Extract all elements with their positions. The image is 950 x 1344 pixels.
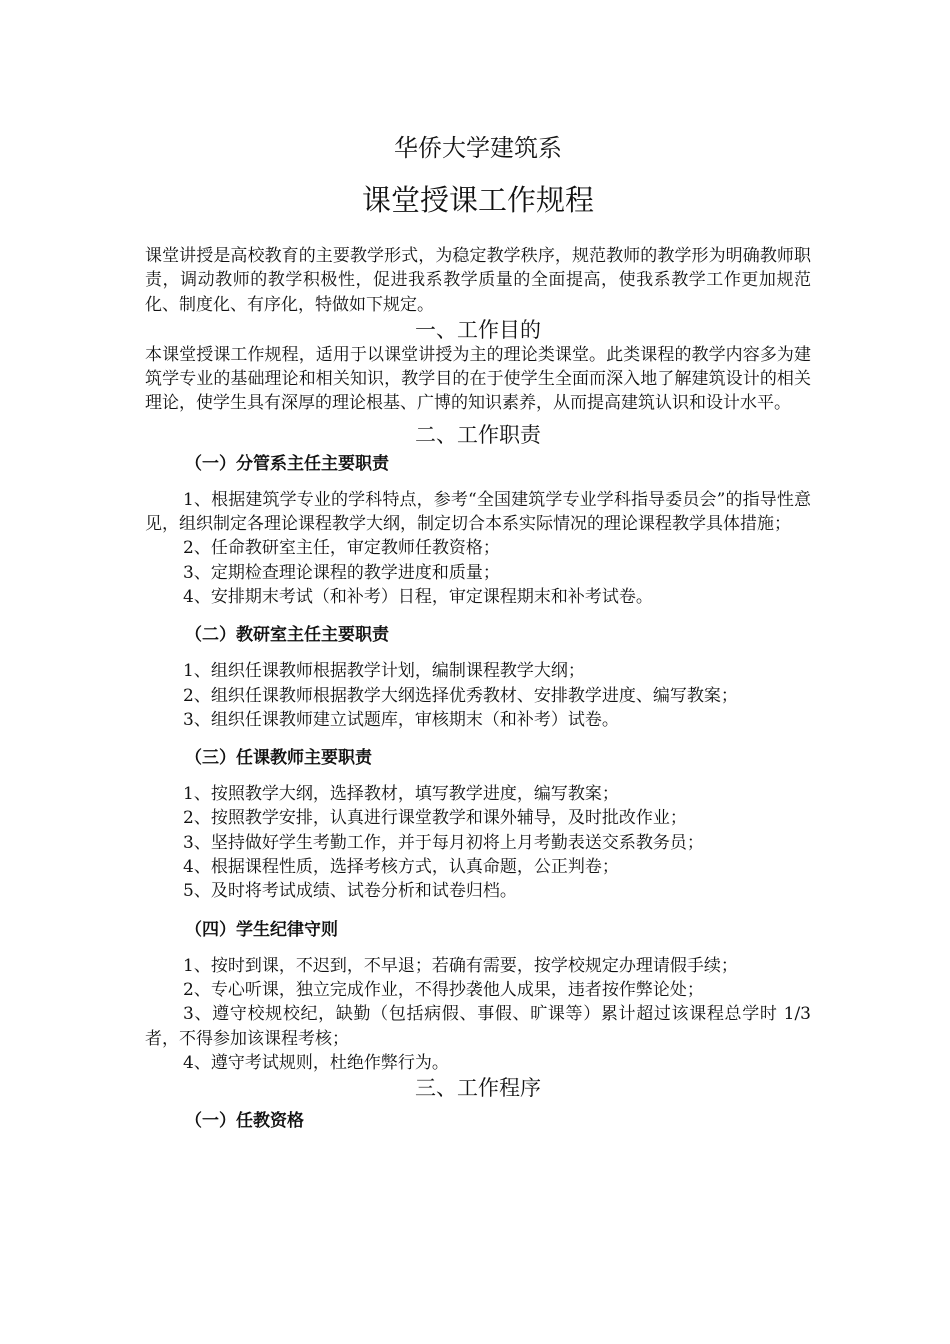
- org-title: 华侨大学建筑系: [394, 134, 562, 162]
- list-item: 1、按时到课，不迟到，不早退；若确有需要，按学校规定办理请假手续；: [183, 955, 738, 976]
- document-page: [145, 128, 811, 1133]
- list-item: 4、根据课程性质，选择考核方式，认真命题，公正判卷；: [183, 857, 619, 878]
- list-item: 2、按照教学安排，认真进行课堂教学和课外辅导，及时批改作业；: [183, 808, 687, 829]
- list-item: 1、根据建筑学专业的学科特点，参考“全国建筑学专业学科指导委员会”的指导性意见，组织制定各理论课程教学大纲，制定切合本系实际情况的理论课程教学具体措施；: [145, 489, 811, 535]
- subheading-section-head: （二）教研室主任主要职责: [185, 625, 389, 646]
- subheading-dept-director: （一）分管系主任主要职责: [185, 453, 389, 474]
- list-item: 3、坚持做好学生考勤工作，并于每月初将上月考勤表送交系教务员；: [183, 832, 704, 853]
- subheading-teacher: （三）任课教师主要职责: [185, 748, 372, 769]
- subheading-qualification: （一）任教资格: [185, 1111, 304, 1132]
- list-item: 3、组织任课教师建立试题库，审核期末（和补考）试卷。: [183, 709, 619, 730]
- list-item: 5、及时将考试成绩、试卷分析和试卷归档。: [183, 881, 517, 902]
- list-item: 2、任命教研室主任，审定教师任教资格；: [183, 538, 500, 559]
- purpose-paragraph: 本课堂授课工作规程，适用于以课堂讲授为主的理论类课堂。此类课程的教学内容多为建筑学专业的基础理论和相关知识，教学目的在于使学生全面而深入地了解建筑设计的相关理论，使学生具有深厚的理论根基、广博的知识素养，从而提高建筑认识和设计水平。: [145, 344, 811, 414]
- list-item: 2、组织任课教师根据教学大纲选择优秀教材、安排教学进度、编写教案；: [183, 685, 738, 706]
- section-heading-procedure: 三、工作程序: [415, 1076, 541, 1101]
- list-item: 2、专心听课，独立完成作业，不得抄袭他人成果，违者按作弊论处；: [183, 979, 704, 1000]
- intro-paragraph: 课堂讲授是高校教育的主要教学形式，为稳定教学秩序，规范教师的教学形为明确教师职责，调动教师的教学积极性，促进我系教学质量的全面提高，使我系教学工作更加规范化、制度化、有序化，特做如下规定。: [145, 246, 811, 315]
- subheading-student-rules: （四）学生纪律守则: [185, 919, 338, 940]
- list-item: 4、遵守考试规则，杜绝作弊行为。: [183, 1052, 449, 1073]
- list-item: 3、遵守校规校纪，缺勤（包括病假、事假、旷课等）累计超过该课程总学时 1/3 者，不得参加该课程考核；: [145, 1004, 811, 1049]
- list-item: 1、组织任课教师根据教学计划，编制课程教学大纲；: [183, 661, 585, 682]
- section-heading-duties: 二、工作职责: [415, 422, 541, 447]
- doc-title: 课堂授课工作规程: [361, 183, 594, 217]
- list-item: 3、定期检查理论课程的教学进度和质量；: [183, 562, 500, 583]
- list-item: 4、安排期末考试（和补考）日程，审定课程期末和补考试卷。: [183, 586, 653, 607]
- section-heading-purpose: 一、工作目的: [415, 317, 541, 342]
- list-item: 1、按照教学大纲，选择教材，填写教学进度，编写教案；: [183, 784, 619, 805]
